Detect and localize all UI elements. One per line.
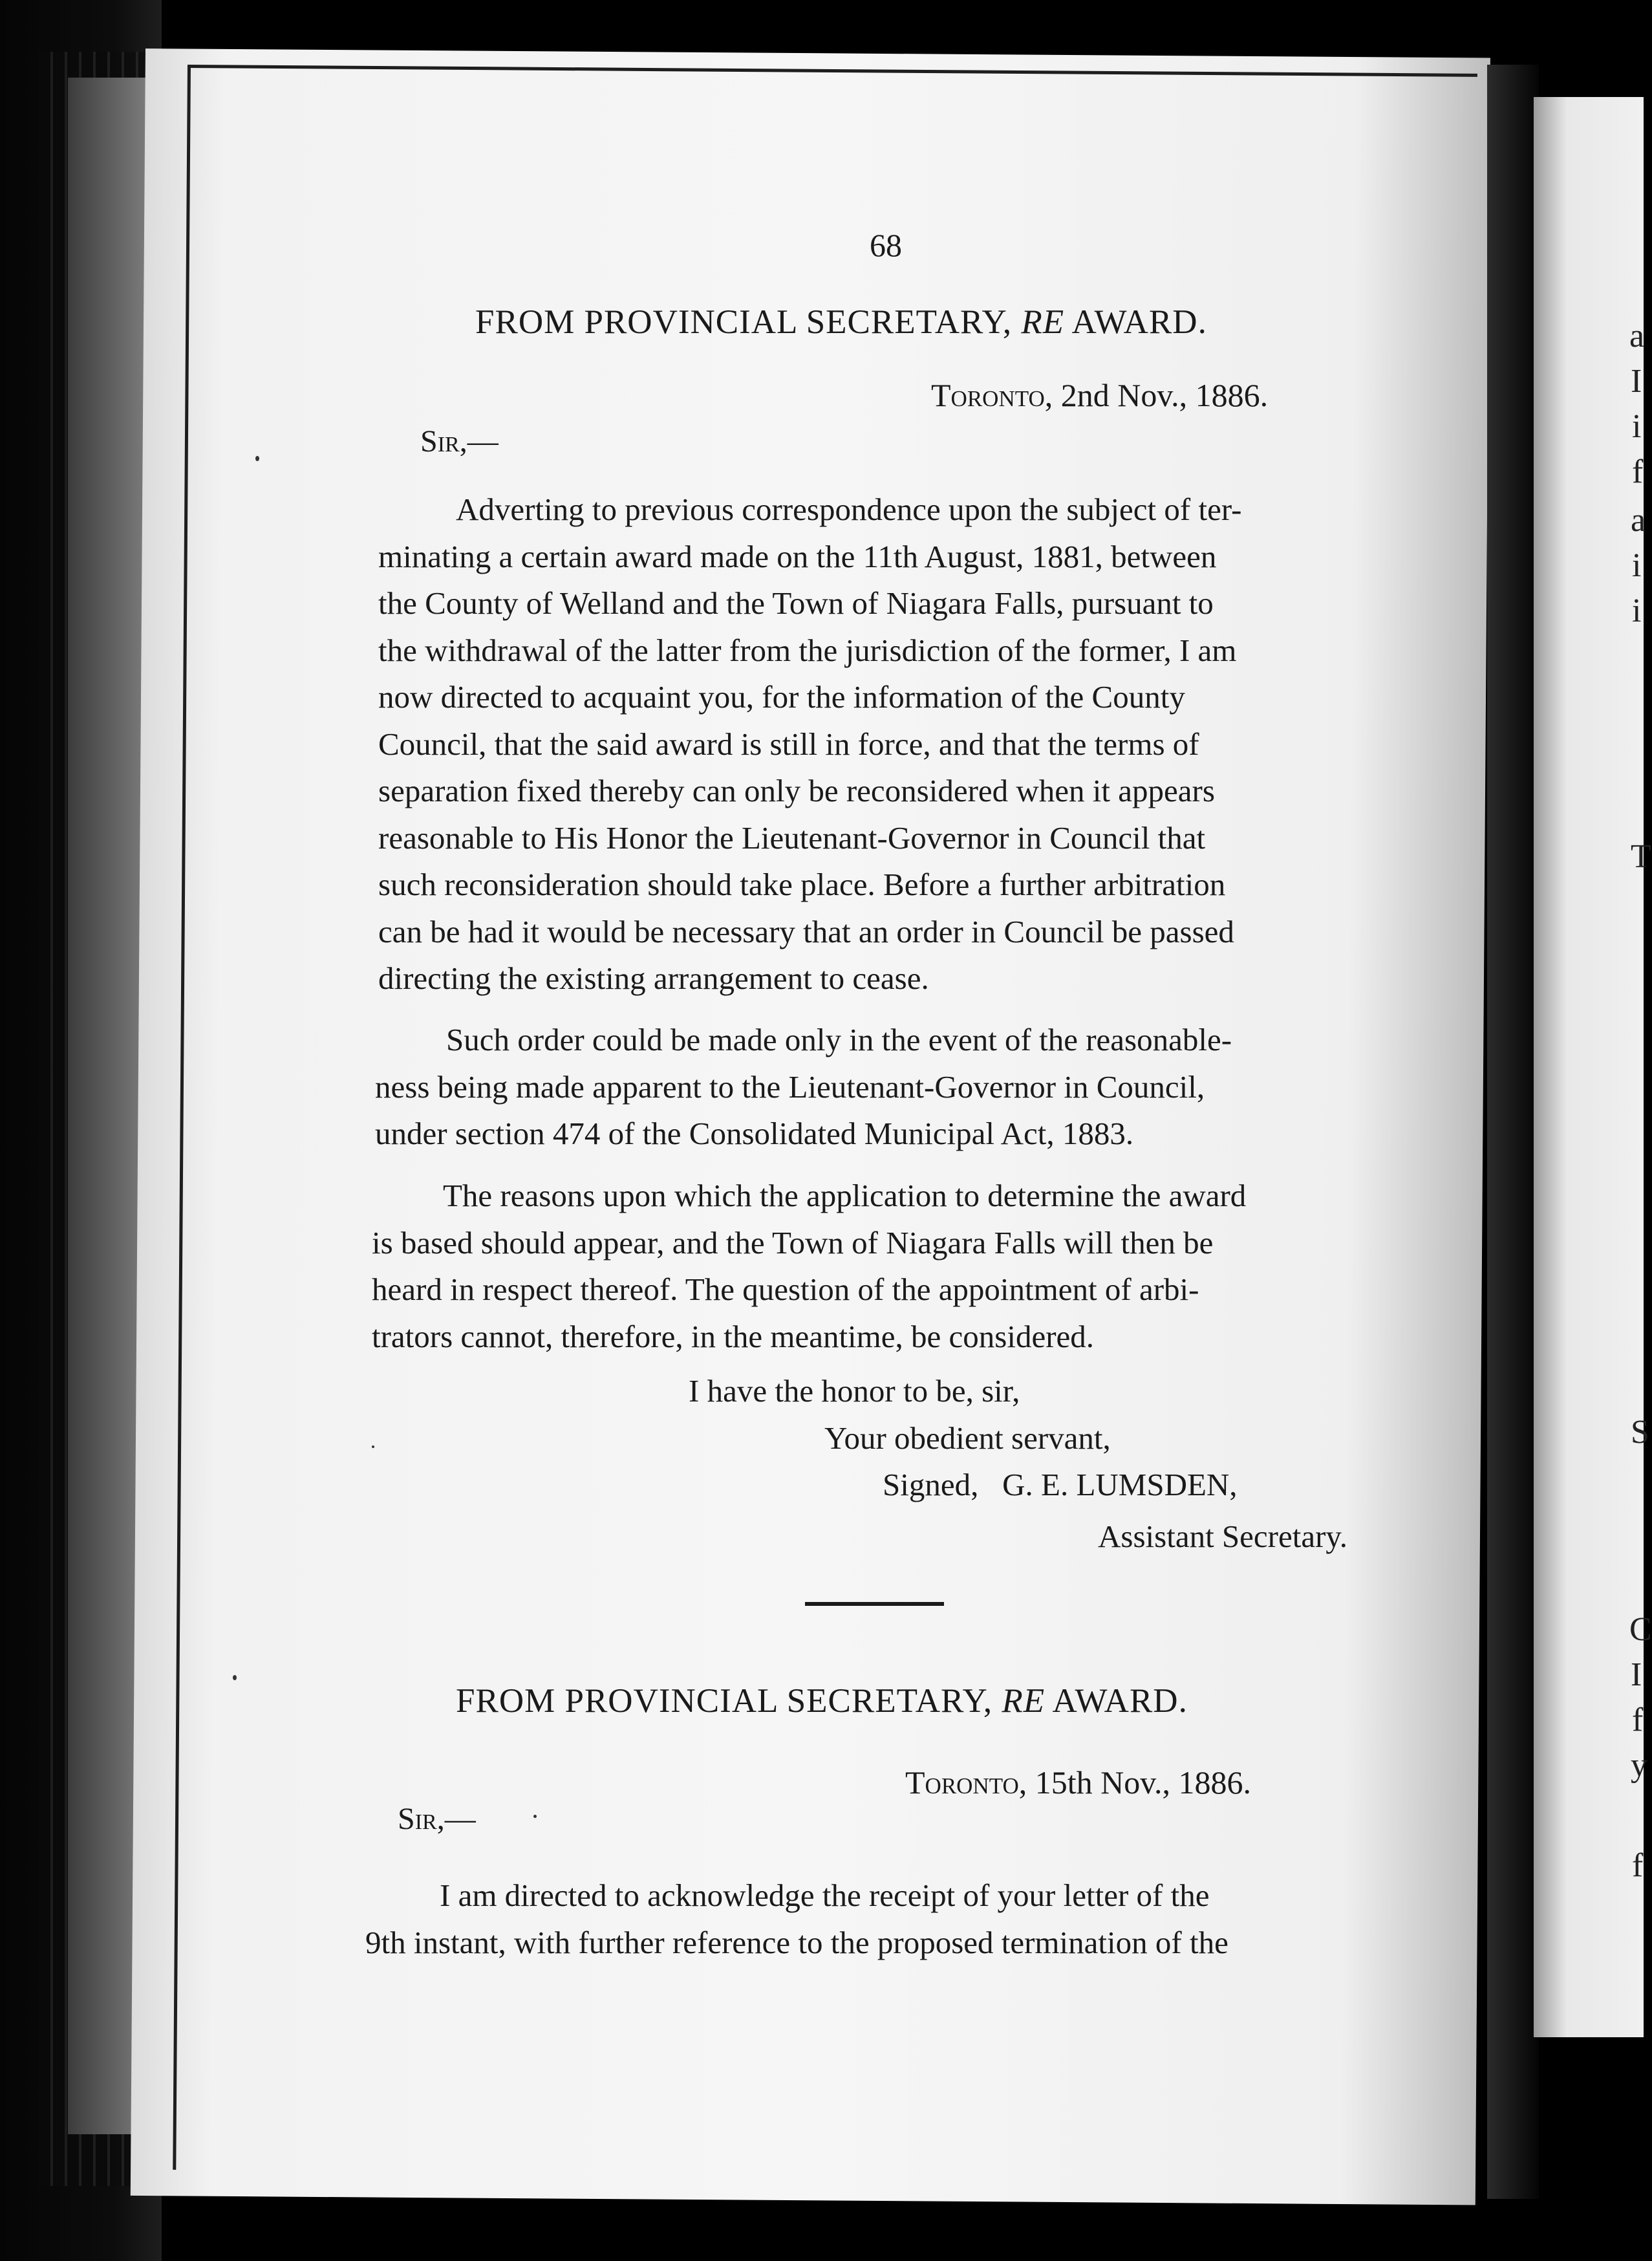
- letter2-heading: [456, 1682, 1188, 1720]
- letter1-paragraph-1: [378, 486, 1393, 1002]
- paragraph-line: The reasons upon which the application to determine the award: [443, 1178, 1247, 1213]
- scan-speck: [372, 1445, 374, 1448]
- paragraph-line: Adverting to previous correspondence upon the subject of ter-: [456, 492, 1242, 527]
- letter1-heading-prefix: FROM PROVINCIAL SECRETARY,: [475, 303, 1013, 341]
- signer-name: G. E. LUMSDEN,: [1002, 1467, 1238, 1502]
- letter1-closing-line-1: I have the honor to be, sir,: [689, 1373, 1020, 1409]
- letter1-paragraph-2: [375, 1017, 1390, 1158]
- paragraph-line: such reconsideration should take place. Before a further arbitration: [378, 867, 1226, 902]
- letter1-salutation: Sir,—: [420, 424, 499, 459]
- facing-page-letter: S: [1631, 1414, 1649, 1451]
- letter1-signature-line: [883, 1466, 1238, 1503]
- book-gutter: [1487, 65, 1539, 2199]
- letter2-salutation: Sir,—: [398, 1802, 476, 1836]
- section-divider: [805, 1602, 944, 1606]
- paragraph-line: now directed to acquaint you, for the information of the County: [378, 679, 1185, 715]
- facing-page-letter: i: [1632, 547, 1642, 584]
- paragraph-line: I am directed to acknowledge the receipt of your letter of the: [440, 1877, 1210, 1913]
- facing-page-edge: [1534, 97, 1644, 2037]
- facing-page-letter: C: [1629, 1611, 1652, 1648]
- paragraph-line: heard in respect thereof. The question of the appointment of arbi-: [372, 1271, 1199, 1307]
- paragraph-line: reasonable to His Honor the Lieutenant-Governor in Council that: [378, 819, 1206, 856]
- page-number: 68: [870, 227, 902, 263]
- paragraph-line: trators cannot, therefore, in the meantime, be considered.: [372, 1318, 1095, 1354]
- paragraph-line: Council, that the said award is still in force, and that the terms of: [378, 726, 1199, 762]
- scan-speck: [233, 1675, 237, 1680]
- letter2-date: 15th Nov., 1886.: [1035, 1764, 1252, 1801]
- facing-page-letter: f: [1632, 1847, 1644, 1884]
- letter2-heading-prefix: FROM PROVINCIAL SECRETARY,: [456, 1682, 993, 1720]
- scan-speck: [255, 456, 259, 461]
- letter2-paragraph-1: [365, 1872, 1384, 1966]
- paragraph-line: the withdrawal of the latter from the jurisdiction of the former, I am: [378, 632, 1237, 668]
- facing-page-letter: I: [1631, 363, 1642, 400]
- paragraph-line: under section 474 of the Consolidated Municipal Act, 1883.: [375, 1116, 1134, 1151]
- scan-speck: [533, 1815, 537, 1818]
- paragraph-line: separation fixed thereby can only be reconsidered when it appears: [378, 773, 1215, 808]
- letter2-heading-re: RE: [1002, 1682, 1046, 1720]
- facing-page-letter: T: [1631, 838, 1651, 875]
- letter2-dateline: [905, 1764, 1251, 1801]
- facing-page-letter: i: [1632, 592, 1642, 629]
- facing-page-letter: f: [1632, 453, 1644, 490]
- paragraph-line: ness being made apparent to the Lieutenant-Governor in Council,: [375, 1068, 1205, 1105]
- letter1-heading-suffix: AWARD.: [1071, 303, 1207, 341]
- letter1-closing-line-2: Your obedient servant,: [824, 1420, 1111, 1456]
- letter1-dateline: [931, 376, 1268, 414]
- letter1-heading: [475, 303, 1207, 341]
- paragraph-line: the County of Welland and the Town of Niagara Falls, pursuant to: [378, 585, 1214, 621]
- signer-title: Assistant Secretary.: [1098, 1519, 1347, 1554]
- facing-page-letter: a: [1631, 502, 1646, 539]
- paragraph-line: can be had it would be necessary that an order in Council be passed: [378, 913, 1234, 949]
- paragraph-line: Such order could be made only in the event of the reasonable-: [446, 1022, 1232, 1057]
- letter1-city: Toronto,: [931, 377, 1053, 413]
- paragraph-line: minating a certain award made on the 11th August, 1881, between: [378, 538, 1217, 574]
- facing-page-letter: a: [1629, 318, 1645, 354]
- letter2-city: Toronto,: [905, 1764, 1027, 1801]
- facing-page-letter: i: [1632, 408, 1642, 445]
- letter1-paragraph-3: [372, 1173, 1387, 1360]
- facing-page-letter: f: [1632, 1702, 1644, 1738]
- facing-page-letter: y: [1631, 1747, 1647, 1784]
- letter1-heading-re: RE: [1021, 303, 1065, 341]
- facing-page-letter: I: [1631, 1656, 1642, 1693]
- letter2-heading-suffix: AWARD.: [1052, 1682, 1188, 1720]
- letter1-date: 2nd Nov., 1886.: [1060, 377, 1269, 413]
- paragraph-line: 9th instant, with further reference to the proposed termination of the: [365, 1924, 1228, 1960]
- signed-label: Signed,: [883, 1467, 979, 1502]
- paragraph-line: is based should appear, and the Town of Niagara Falls will then be: [372, 1224, 1214, 1260]
- paragraph-line: directing the existing arrangement to cease.: [378, 960, 929, 996]
